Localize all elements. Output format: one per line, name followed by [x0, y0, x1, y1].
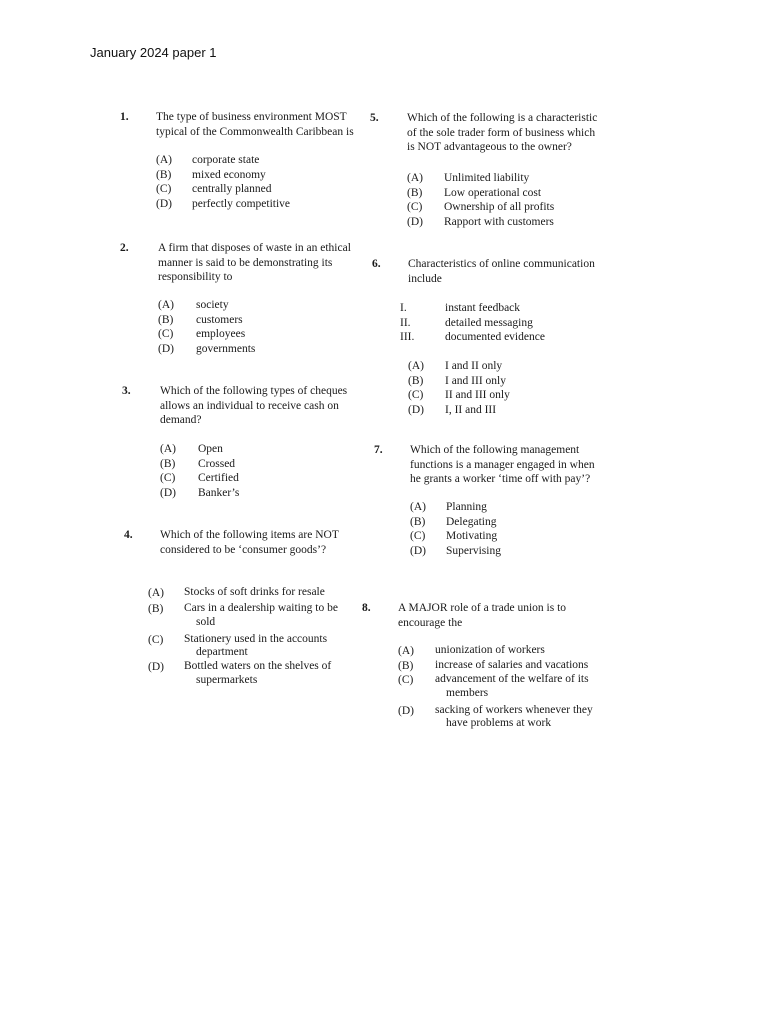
page-title: January 2024 paper 1 — [90, 45, 217, 60]
question-6: 6. Characteristics of online communication include I. instant feedback II. detailed messaging III. documented evidence (A) I and II only (B) I and III only (C) II and III only (D) I, II and III — [372, 258, 595, 416]
question-text: A firm that disposes of waste in an ethical manner is said to be demonstrating its responsibility to — [158, 242, 351, 283]
question-text: Characteristics of online communication include — [408, 258, 595, 285]
question-1: 1. The type of business environment MOST typical of the Commonwealth Caribbean is (A) corporate state (B) mixed economy (C) centrally planned (D) perfectly competitive — [120, 111, 354, 210]
question-text: A MAJOR role of a trade union is to encourage the — [398, 602, 567, 629]
question-text: Which of the following is a characteristic of the sole trader form of business which is NOT advantageous to the owner? — [407, 112, 598, 153]
question-5: 5. Which of the following is a characteristic of the sole trader form of business which is NOT advantageous to the owner? (A) Unlimited liability (B) Low operational cost (C) Ownership of all profits (D) Rapport with customers — [370, 112, 598, 228]
question-4: 4. Which of the following items are NOT considered to be ‘consumer goods’? (A) Stocks of soft drinks for resale (B) Cars in a dealership waiting to be sold (C) Stationery used in the accounts department (D) Bottled waters on the shelves of supermarkets — [124, 529, 339, 686]
question-number: 5. — [370, 112, 379, 124]
question-7: 7. Which of the following management functions is a manager engaged in when he grants a worker ‘time off with pay’? (A) Planning (B) Delegating (C) Motivating (D) Supervising — [374, 444, 595, 557]
question-2: 2. A firm that disposes of waste in an ethical manner is said to be demonstrating its responsibility to (A) society (B) customers (C) employees (D) governments — [120, 242, 351, 355]
question-number: 6. — [372, 258, 381, 270]
question-text: The type of business environment MOST typical of the Commonwealth Caribbean is — [156, 111, 354, 138]
question-number: 8. — [362, 602, 371, 614]
question-text: Which of the following items are NOT considered to be ‘consumer goods’? — [160, 529, 339, 556]
question-number: 3. — [122, 385, 131, 397]
question-number: 4. — [124, 529, 133, 541]
question-text: Which of the following types of cheques allows an individual to receive cash on demand? — [160, 385, 348, 426]
question-8: 8. A MAJOR role of a trade union is to encourage the (A) unionization of workers (B) increase of salaries and vacations (C) advancement of the welfare of its members (D) sacking of workers whenever they have problems at work — [362, 602, 593, 729]
question-3: 3. Which of the following types of cheques allows an individual to receive cash on demand? (A) Open (B) Crossed (C) Certified (D) Banker’s — [122, 385, 348, 499]
question-text: Which of the following management functions is a manager engaged in when he grants a worker ‘time off with pay’? — [410, 444, 595, 485]
question-number: 2. — [120, 242, 129, 254]
question-number: 7. — [374, 444, 383, 456]
question-number: 1. — [120, 111, 129, 123]
